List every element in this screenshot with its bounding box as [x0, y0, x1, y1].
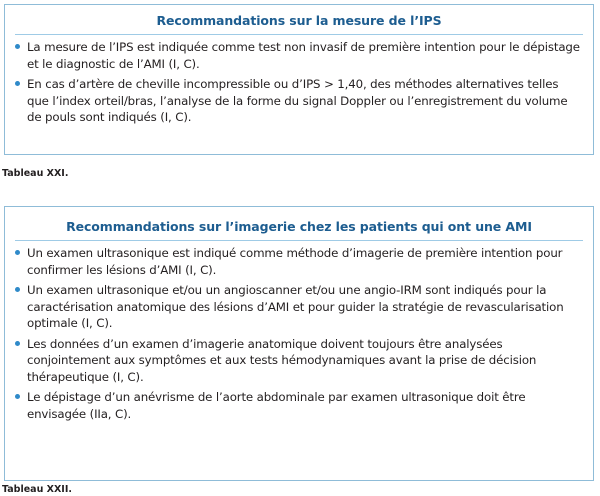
recommendation-box-imaging — [4, 206, 594, 481]
list-item — [15, 245, 583, 278]
list-item — [15, 76, 583, 126]
list-item-text: Le dépistage d’un anévrisme de l’aorte abdominale par examen ultrasonique doit être envisagée (IIa, C). — [27, 390, 526, 421]
recommendation-list — [5, 35, 593, 126]
list-item-text: Un examen ultrasonique est indiqué comme méthode d’imagerie de première intention pour confirmer les lésions d’AMI (I, C). — [27, 246, 563, 277]
bullet-icon — [15, 81, 20, 86]
box-title: Recommandations sur la mesure de l’IPS — [156, 13, 442, 28]
list-item-text: Un examen ultrasonique et/ou un angioscanner et/ou une angio-IRM sont indiqués pour la caractérisation anatomique des lésions d’AMI et pour guider la stratégie de revascularisation optimale (I, C). — [27, 283, 564, 330]
bullet-icon — [15, 394, 20, 399]
box-title: Recommandations sur l’imagerie chez les patients qui ont une AMI — [66, 219, 532, 234]
bullet-icon — [15, 341, 20, 346]
recommendation-box-ips — [4, 4, 594, 155]
list-item — [15, 389, 583, 422]
list-item-text: Les données d’un examen d’imagerie anatomique doivent toujours être analysées conjointement aux symptômes et aux tests hémodynamiques avant la prise de décision thérapeutique (I, C). — [27, 336, 537, 384]
table-caption: Tableau XXI. — [2, 168, 69, 179]
list-item-text: En cas d’artère de cheville incompressible ou d’IPS > 1,40, des méthodes alternatives telles que l’index orteil/bras, l’analyse de la forme du signal Doppler ou l’enregistrement du volume de pouls sont indiqués (I, C). — [27, 77, 568, 124]
bullet-icon — [15, 287, 20, 292]
table-caption: Tableau XXII. — [2, 484, 72, 495]
list-item — [15, 39, 583, 72]
list-item — [15, 336, 583, 386]
bullet-icon — [15, 250, 20, 255]
recommendation-list — [5, 241, 593, 422]
list-item-text: La mesure de l’IPS est indiquée comme test non invasif de première intention pour le dépistage et le diagnostic de l’AMI (I, C). — [27, 40, 580, 71]
bullet-icon — [15, 44, 20, 49]
list-item — [15, 282, 583, 332]
